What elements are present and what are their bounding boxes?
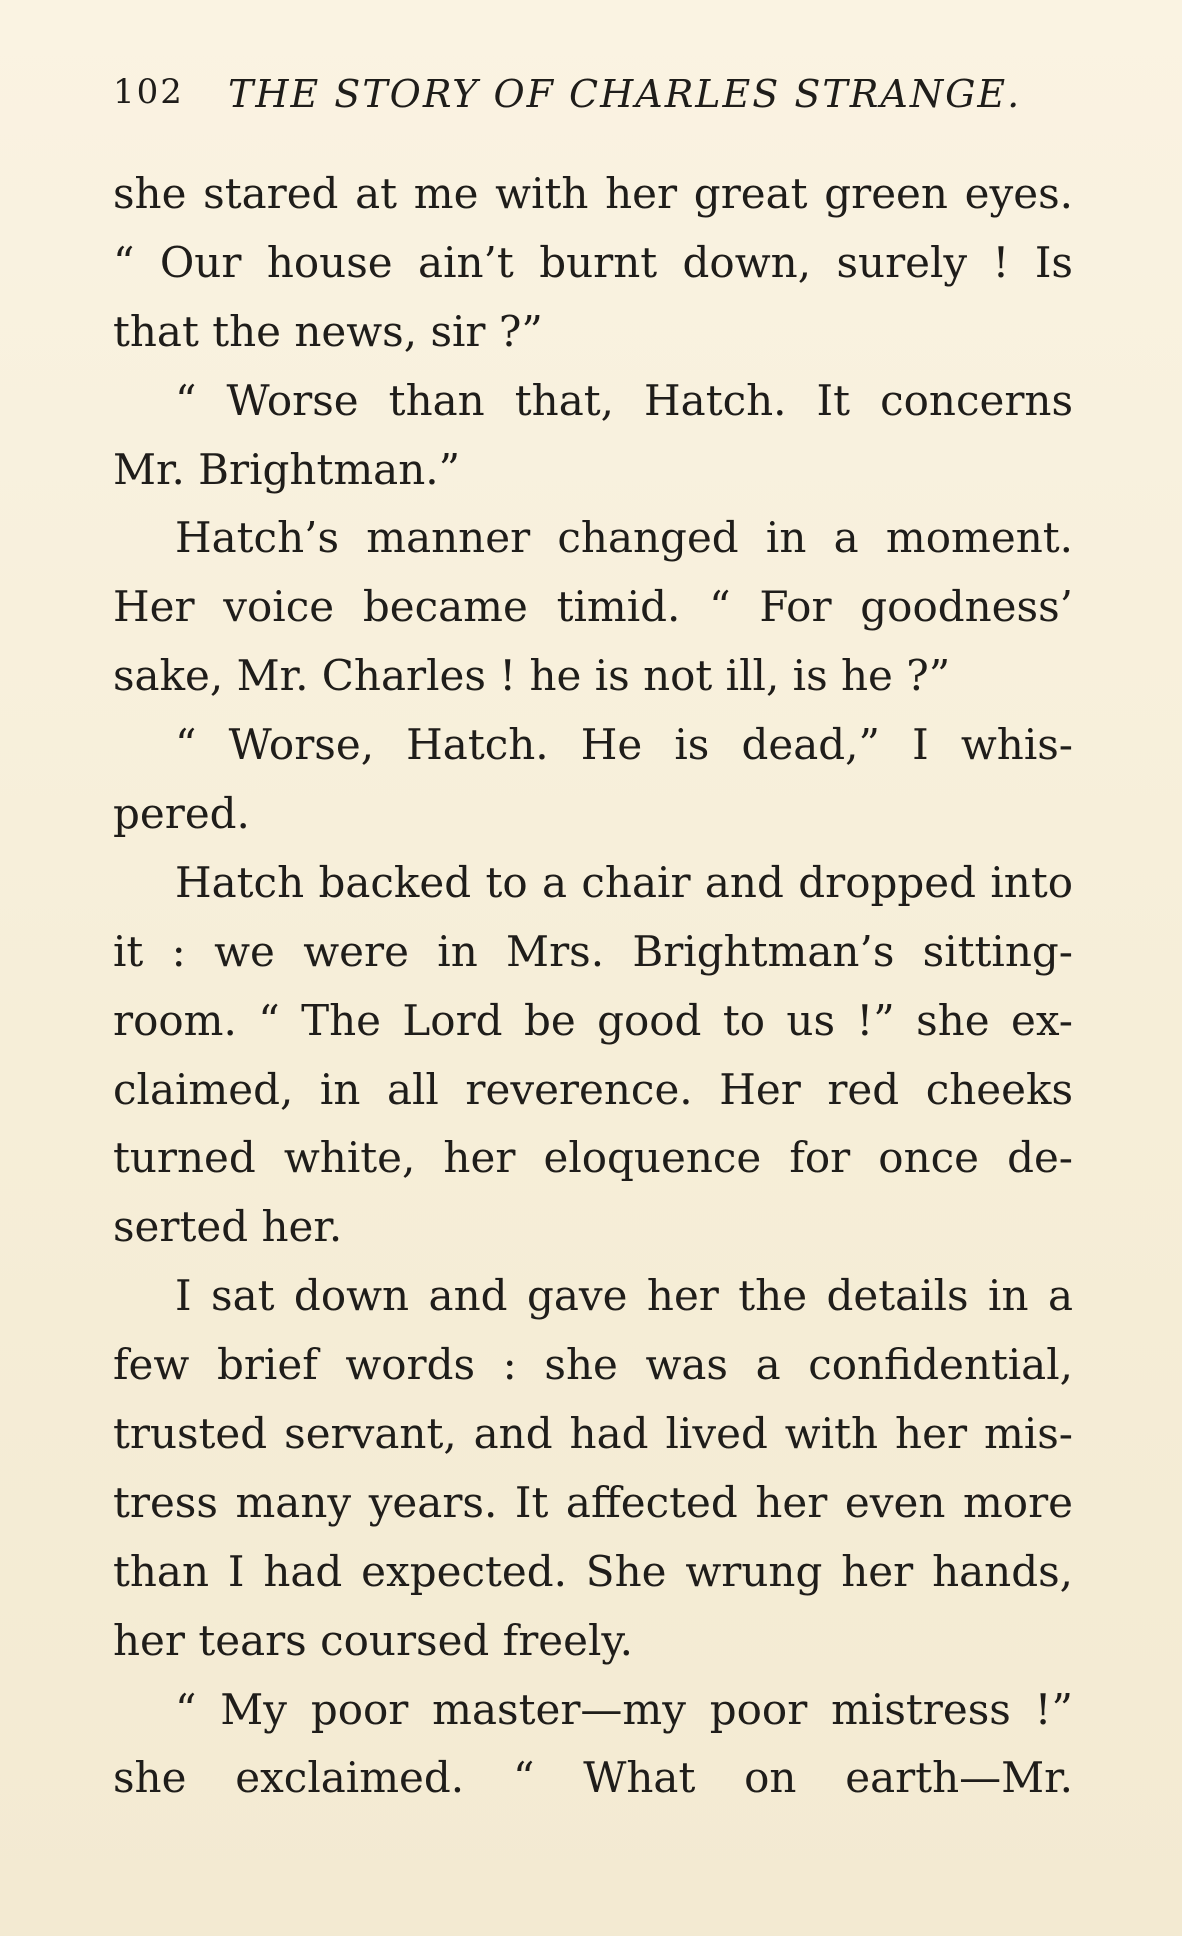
text-line: she stared at me with her great green eyes. (113, 169, 1073, 218)
text-line: “ Our house ain’t burnt down, surely ! Is (113, 237, 1073, 287)
text-line: sake, Mr. Charles ! he is not ill, is he ?” (113, 651, 951, 701)
text-line: Her voice became timid. “ For goodness’ (113, 582, 1073, 632)
text-line: Hatch’s manner changed in a moment. (175, 513, 1073, 563)
text-line: “ Worse, Hatch. He is dead,” I whis- (175, 720, 1073, 770)
text-line: Hatch backed to a chair and dropped into (175, 857, 1073, 907)
text-line: tress many years. It affected her even more (113, 1477, 1073, 1527)
text-line: turned white, her eloquence for once de- (113, 1133, 1073, 1183)
text-line: her tears coursed freely. (113, 1615, 633, 1665)
page-header (113, 72, 1073, 122)
text-line: “ Worse than that, Hatch. It concerns (175, 375, 1073, 425)
text-line: I sat down and gave her the details in a (175, 1271, 1073, 1321)
text-line: pered. (113, 789, 250, 839)
running-title: THE STORY OF CHARLES STRANGE. (228, 72, 1022, 116)
text-line: that the news, sir ?” (113, 306, 543, 356)
text-line: serted her. (113, 1202, 343, 1252)
text-line: few brief words : she was a confidential, (113, 1340, 1073, 1390)
text-line: Mr. Brightman.” (113, 444, 461, 494)
text-line: claimed, in all reverence. Her red cheeks (113, 1064, 1073, 1114)
page-number: 102 (113, 72, 184, 112)
text-line: room. “ The Lord be good to us !” she ex- (113, 995, 1073, 1045)
text-line: than I had expected. She wrung her hands, (113, 1546, 1073, 1596)
text-line: “ My poor master—my poor mistress !” (175, 1684, 1073, 1734)
body-text (113, 160, 1073, 1813)
text-line: she exclaimed. “ What on earth—Mr. (113, 1753, 1073, 1803)
text-line: it : we were in Mrs. Brightman’s sitting- (113, 926, 1073, 976)
text-line: trusted servant, and had lived with her mis- (113, 1409, 1073, 1459)
